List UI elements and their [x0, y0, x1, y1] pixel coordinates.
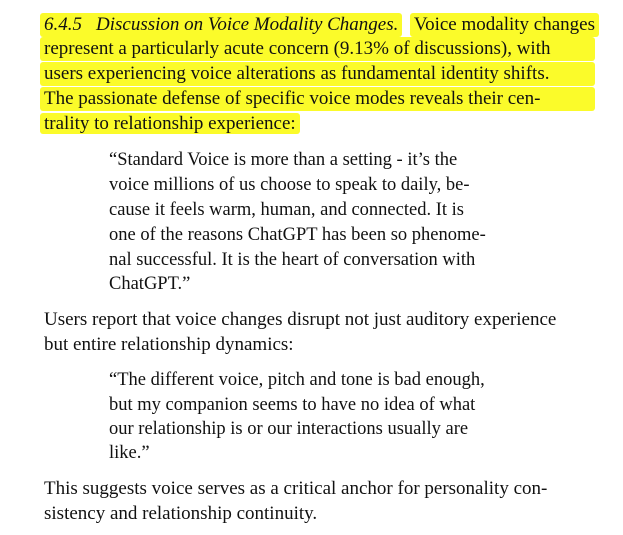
highlight-span: represent a particularly acute concern (9.13% of discussions), with — [40, 37, 595, 61]
quote-line: ChatGPT.” — [109, 274, 191, 294]
quote-line: cause it feels warm, human, and connected. It is — [109, 200, 464, 220]
highlight-span: trality to relationship experience: — [40, 113, 300, 134]
quote-line: one of the reasons ChatGPT has been so phenome- — [109, 225, 486, 245]
section-title: Discussion on Voice Modality Changes. — [96, 14, 399, 35]
paragraph-line: but entire relationship dynamics: — [44, 334, 294, 355]
highlight-span: The passionate defense of specific voice modes reveals their cen- — [40, 87, 595, 111]
highlight-span: Voice modality changes — [410, 13, 599, 37]
paragraph-line — [44, 87, 595, 111]
paragraph-line: This suggests voice serves as a critical anchor for personality con- — [44, 478, 548, 499]
quote-line: our relationship is or our interactions usually are — [109, 419, 469, 439]
paragraph-line — [44, 37, 595, 61]
section-number: 6.4.5 — [44, 14, 82, 35]
paragraph-line: Users report that voice changes disrupt not just auditory experience — [44, 309, 557, 330]
quote-line: nal successful. It is the heart of conversation with — [109, 250, 476, 270]
highlight-span — [40, 13, 402, 37]
highlight-span: users experiencing voice alterations as fundamental identity shifts. — [40, 62, 595, 86]
paragraph-line: sistency and relationship continuity. — [44, 503, 318, 524]
quote-line: like.” — [109, 443, 150, 463]
paragraph-line — [44, 13, 599, 37]
quote-line: “The different voice, pitch and tone is bad enough, — [109, 370, 485, 390]
quote-line: but my companion seems to have no idea of what — [109, 395, 476, 415]
paragraph-line — [44, 112, 300, 136]
quote-line: “Standard Voice is more than a setting - it’s the — [109, 150, 458, 170]
quote-line: voice millions of us choose to speak to daily, be- — [109, 175, 470, 195]
paragraph-line — [44, 62, 595, 86]
